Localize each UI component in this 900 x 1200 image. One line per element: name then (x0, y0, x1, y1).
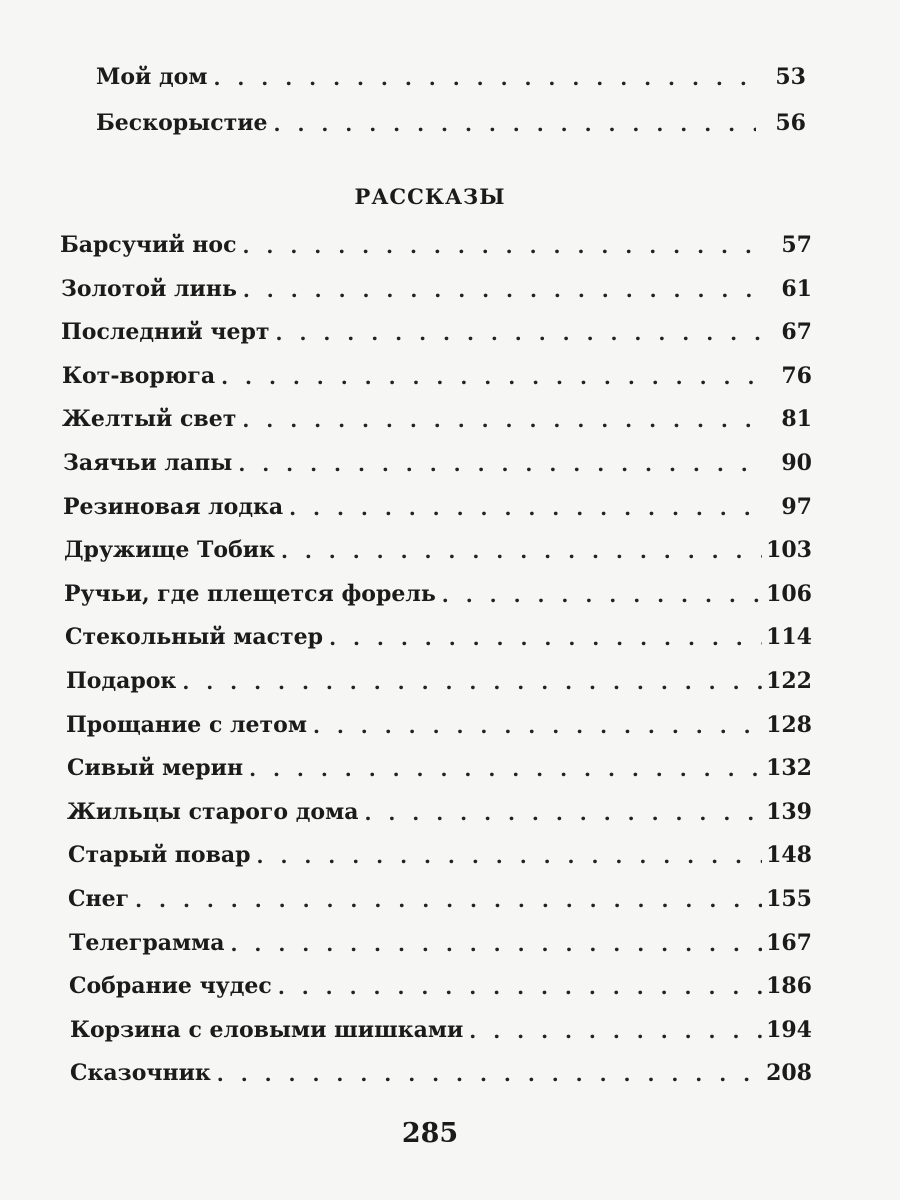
toc-entry-page: 97 (781, 494, 812, 520)
toc-entry-title: Стекольный мастер (65, 624, 324, 650)
toc-leader-dots (274, 112, 756, 136)
toc-entry-page: 132 (766, 755, 812, 781)
toc-entry-page: 61 (781, 276, 812, 302)
toc-entry-title: Сказочник (70, 1060, 211, 1086)
toc-entry-title: Корзина с еловыми шишками (70, 1017, 464, 1043)
toc-entry-title: Резиновая лодка (63, 494, 284, 520)
toc-entry-page: 67 (781, 319, 812, 345)
toc-entry (68, 872, 812, 912)
toc-entry-page: 103 (766, 537, 812, 563)
toc-entry-title: Дружище Тобик (64, 537, 275, 563)
toc-entry-page: 186 (766, 973, 812, 999)
toc-entry-page: 194 (766, 1017, 812, 1043)
toc-entry (62, 349, 812, 389)
toc-entry-page: 139 (766, 799, 812, 825)
toc-leader-dots (278, 975, 762, 999)
toc-leader-dots (289, 496, 762, 520)
toc-leader-dots (276, 321, 762, 345)
toc-entry (96, 50, 806, 90)
toc-entry-title: Мой дом (96, 64, 208, 90)
toc-entry-title: Телеграмма (69, 930, 225, 956)
toc-entry-title: Старый повар (68, 842, 251, 868)
toc-entry-title: Золотой линь (61, 276, 237, 302)
toc-leader-dots (243, 278, 762, 302)
toc-leader-dots (238, 452, 762, 476)
toc-leader-dots (230, 932, 762, 956)
toc-entry-title: Бескорыстие (96, 110, 268, 136)
toc-entry-page: 76 (781, 363, 812, 389)
toc-entry-title: Заячьи лапы (63, 450, 233, 476)
toc-leader-dots (221, 365, 762, 389)
toc-entry-page: 53 (775, 64, 806, 90)
toc-entry (69, 916, 812, 956)
toc-entry (96, 96, 806, 136)
toc-entry-title: Желтый свет (62, 406, 237, 432)
toc-leader-dots (442, 583, 762, 607)
section-heading: РАССКАЗЫ (354, 184, 506, 209)
toc-entry-page: 106 (766, 581, 812, 607)
toc-entry-title: Подарок (66, 668, 177, 694)
toc-entry (64, 567, 812, 607)
toc-entry (61, 305, 812, 345)
toc-entry (67, 785, 812, 825)
toc-entry (68, 828, 812, 868)
toc-leader-dots (135, 888, 762, 912)
toc-entry-title: Кот-ворюга (62, 363, 216, 389)
toc-leader-dots (213, 66, 756, 90)
toc-entry (70, 1046, 812, 1086)
toc-entry-title: Снег (68, 886, 130, 912)
toc-entry (69, 959, 812, 999)
toc-entry (63, 436, 812, 476)
toc-leader-dots (242, 234, 762, 258)
toc-entry (61, 262, 812, 302)
toc-entry-title: Сивый мерин (67, 755, 244, 781)
toc-entry-title: Последний черт (61, 319, 270, 345)
toc-entry (60, 218, 812, 258)
toc-entry-title: Жильцы старого дома (67, 799, 359, 825)
toc-entry-page: 167 (766, 930, 812, 956)
toc-entry (64, 523, 812, 563)
toc-entry-page: 90 (781, 450, 812, 476)
toc-entry-page: 57 (781, 232, 812, 258)
toc-entry-title: Ручьи, где плещется форель (64, 581, 436, 607)
toc-entry (62, 392, 812, 432)
toc-leader-dots (257, 844, 762, 868)
toc-entry (63, 480, 812, 520)
toc-entry-title: Прощание с летом (66, 712, 307, 738)
toc-leader-dots (364, 801, 762, 825)
toc-leader-dots (217, 1062, 762, 1086)
toc-leader-dots (281, 539, 762, 563)
toc-leader-dots (249, 757, 762, 781)
toc-entry-page: 148 (766, 842, 812, 868)
toc-entry (70, 1003, 812, 1043)
toc-entry-page: 114 (766, 624, 812, 650)
toc-leader-dots (469, 1019, 762, 1043)
toc-leader-dots (313, 714, 762, 738)
toc-entry-page: 122 (766, 668, 812, 694)
toc-entry-page: 208 (766, 1060, 812, 1086)
toc-entry-page: 56 (775, 110, 806, 136)
toc-entry-page: 128 (766, 712, 812, 738)
toc-entry (67, 741, 812, 781)
toc-entry-page: 155 (766, 886, 812, 912)
toc-entry (66, 654, 812, 694)
toc-entry (66, 698, 812, 738)
toc-entry (65, 610, 812, 650)
toc-entry-page: 81 (781, 406, 812, 432)
toc-leader-dots (329, 626, 762, 650)
toc-leader-dots (182, 670, 762, 694)
toc-leader-dots (242, 408, 762, 432)
page-number: 285 (401, 1118, 459, 1149)
toc-entry-title: Барсучий нос (60, 232, 237, 258)
toc-entry-title: Собрание чудес (69, 973, 272, 999)
